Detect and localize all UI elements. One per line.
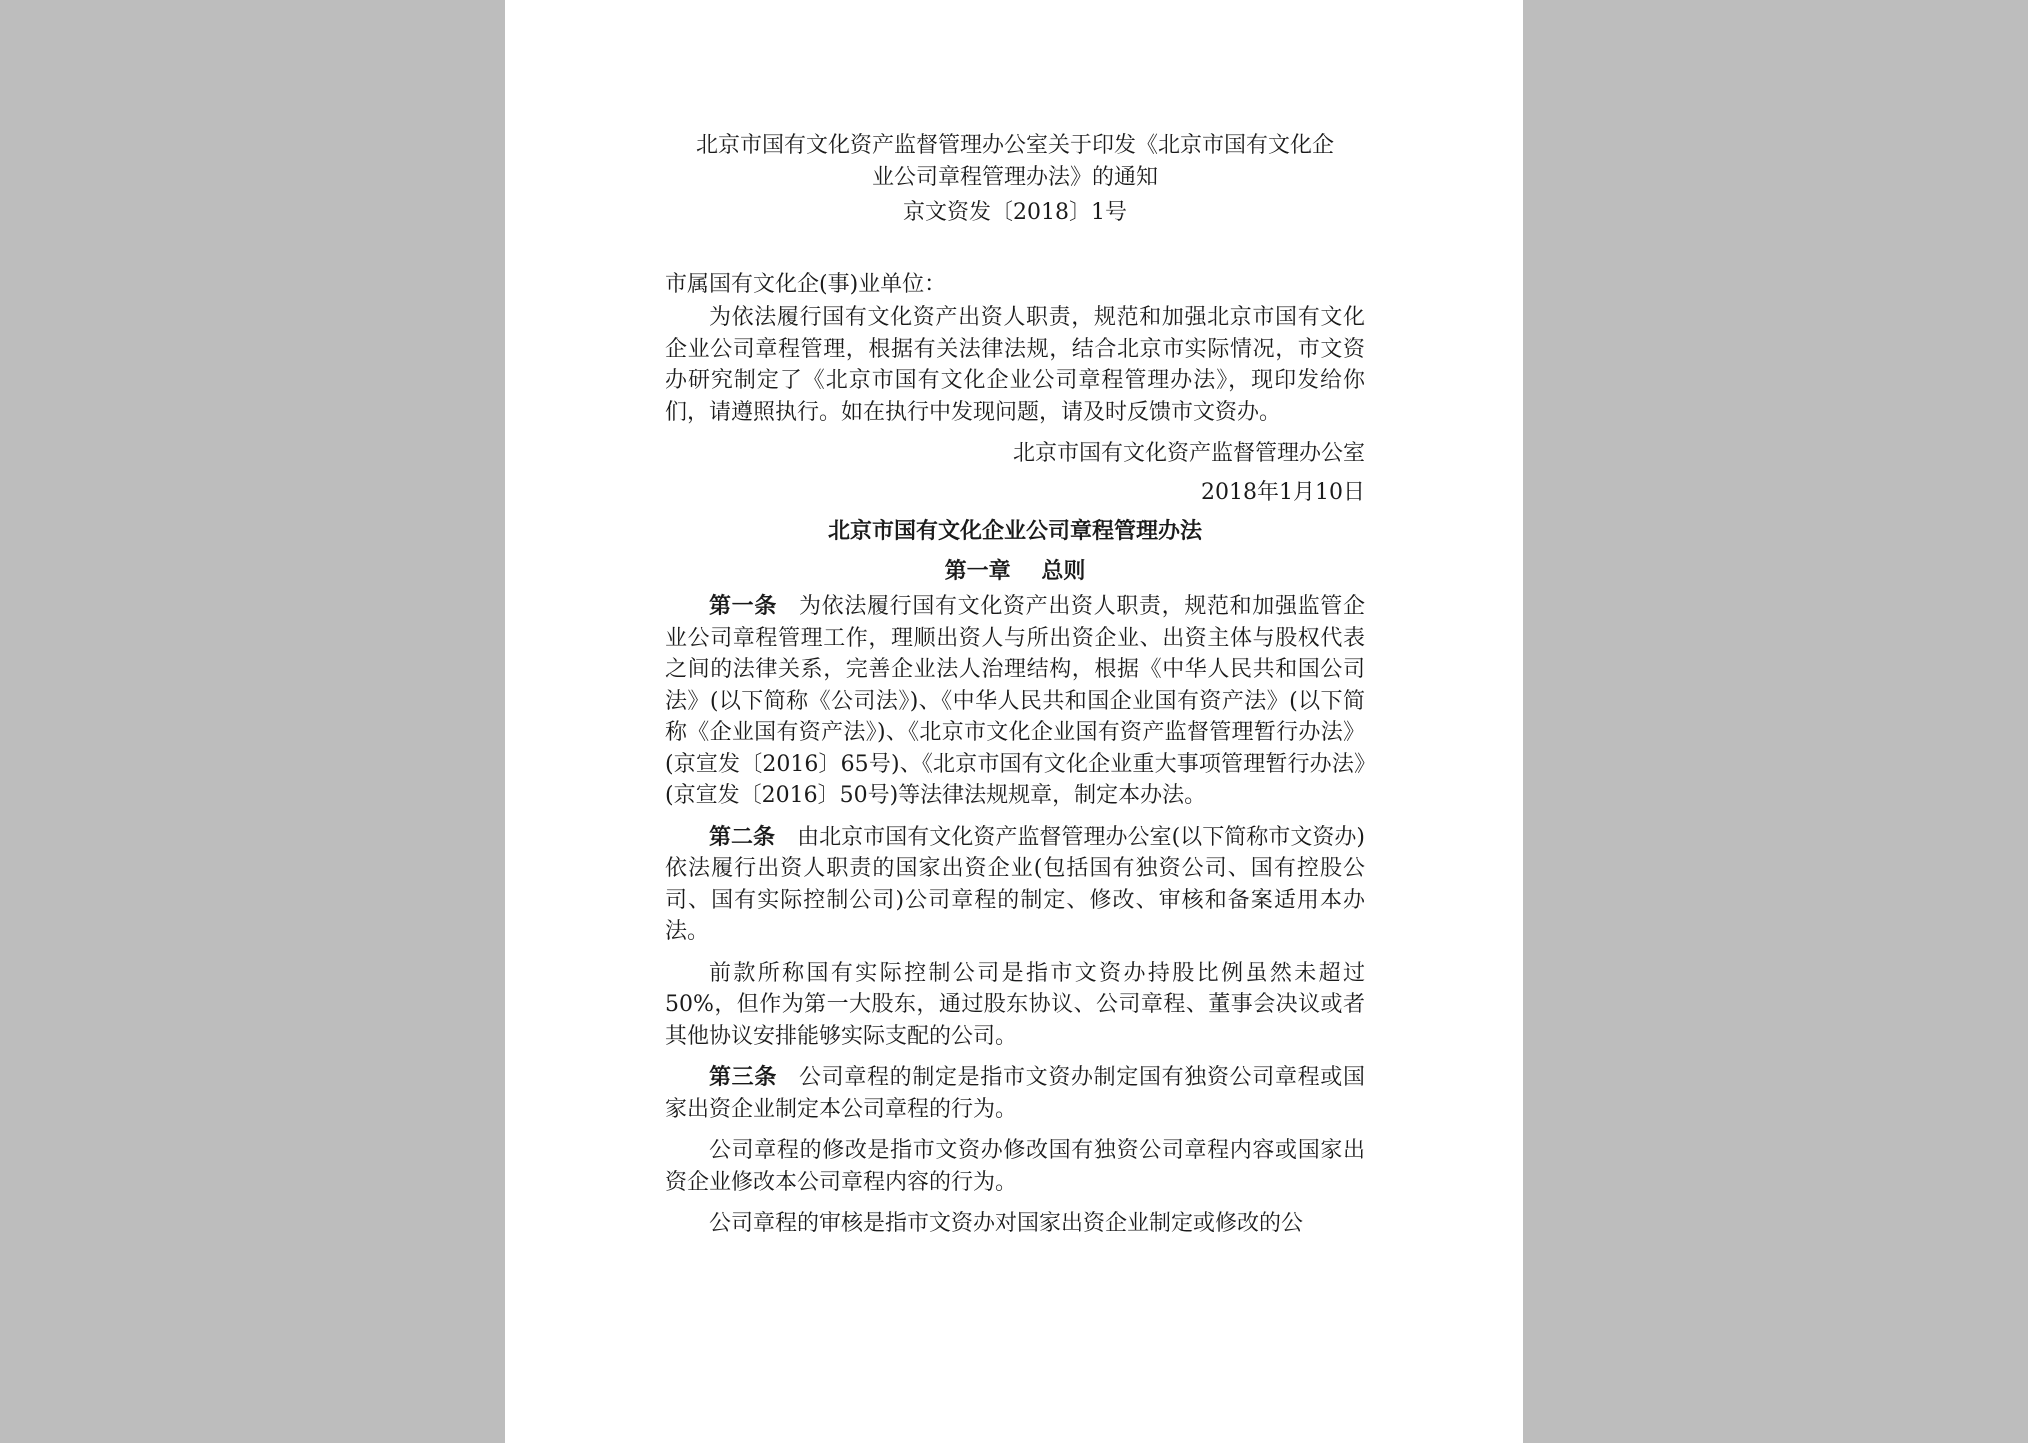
article-text: 为依法履行国有文化资产出资人职责，规范和加强监管企业公司章程管理工作，理顺出资人与所出资企业、出资主体与股权代表之间的法律关系，完善企业法人治理结构，根据《中华人民共和国公司法》(以下简称《公司法》)、《中华人民共和国企业国有资产法》(以下简称《企业国有资产法》)、《北京市文化企业国有资产监督管理暂行办法》(京宣发〔2016〕65号)、《北京市国有文化企业重大事项管理暂行办法》(京宣发〔2016〕50号)等法律法规规章，制定本办法。 (665, 594, 1365, 808)
article-paragraph (665, 958, 1365, 1053)
article-text: 公司章程的审核是指市文资办对国家出资企业制定或修改的公 (709, 1211, 1304, 1236)
chapter-heading (665, 556, 1365, 588)
article-text: 公司章程的制定是指市文资办制定国有独资公司章程或国家出资企业制定本公司章程的行为。 (665, 1065, 1365, 1122)
document-number: 京文资发〔2018〕1号 (903, 200, 1127, 225)
article-text: 前款所称国有实际控制公司是指市文资办持股比例虽然未超过50%，但作为第一大股东，通过股东协议、公司章程、董事会决议或者其他协议安排能够实际支配的公司。 (665, 960, 1365, 1049)
document-content (665, 130, 1365, 1250)
article-text: 由北京市国有文化资产监督管理办公室(以下简称市文资办)依法履行出资人职责的国家出资企业(包括国有独资公司、国有控股公司、国有实际控制公司)公司章程的制定、修改、审核和备案适用本办法。 (665, 824, 1365, 944)
chapter-name: 总则 (1041, 557, 1086, 584)
notice-body: 为依法履行国有文化资产出资人职责，规范和加强北京市国有文化企业公司章程管理，根据有关法律法规，结合北京市实际情况，市文资办研究制定了《北京市国有文化企业公司章程管理办法》，现印发给你们，请遵照执行。如在执行中发现问题，请及时反馈市文资办。 (665, 305, 1365, 425)
article-label: 第三条 (709, 1064, 777, 1090)
article-paragraph (665, 591, 1365, 812)
article-label: 第二条 (709, 823, 776, 850)
notice-title-line1: 北京市国有文化资产监督管理办公室关于印发《北京市国有文化企 (695, 133, 1334, 158)
document-page (505, 0, 1523, 1443)
chapter-number: 第一章 (944, 557, 1011, 584)
article-paragraph (665, 1135, 1365, 1198)
article-paragraph (665, 1062, 1365, 1125)
salutation: 市属国有文化企(事)业单位： (665, 271, 947, 297)
article-label: 第一条 (709, 593, 777, 619)
article-paragraph (665, 822, 1365, 948)
notice-title-line2: 业公司章程管理办法》的通知 (871, 164, 1158, 190)
notice-title (665, 130, 1365, 193)
signature-organization: 北京市国有文化资产监督管理办公室 (1012, 441, 1365, 466)
measures-title: 北京市国有文化企业公司章程管理办法 (827, 518, 1202, 544)
article-paragraph (665, 1208, 1365, 1240)
article-text: 公司章程的修改是指市文资办修改国有独资公司章程内容或国家出资企业修改本公司章程内容的行为。 (665, 1138, 1365, 1195)
signature-date: 2018年1月10日 (1201, 479, 1365, 505)
